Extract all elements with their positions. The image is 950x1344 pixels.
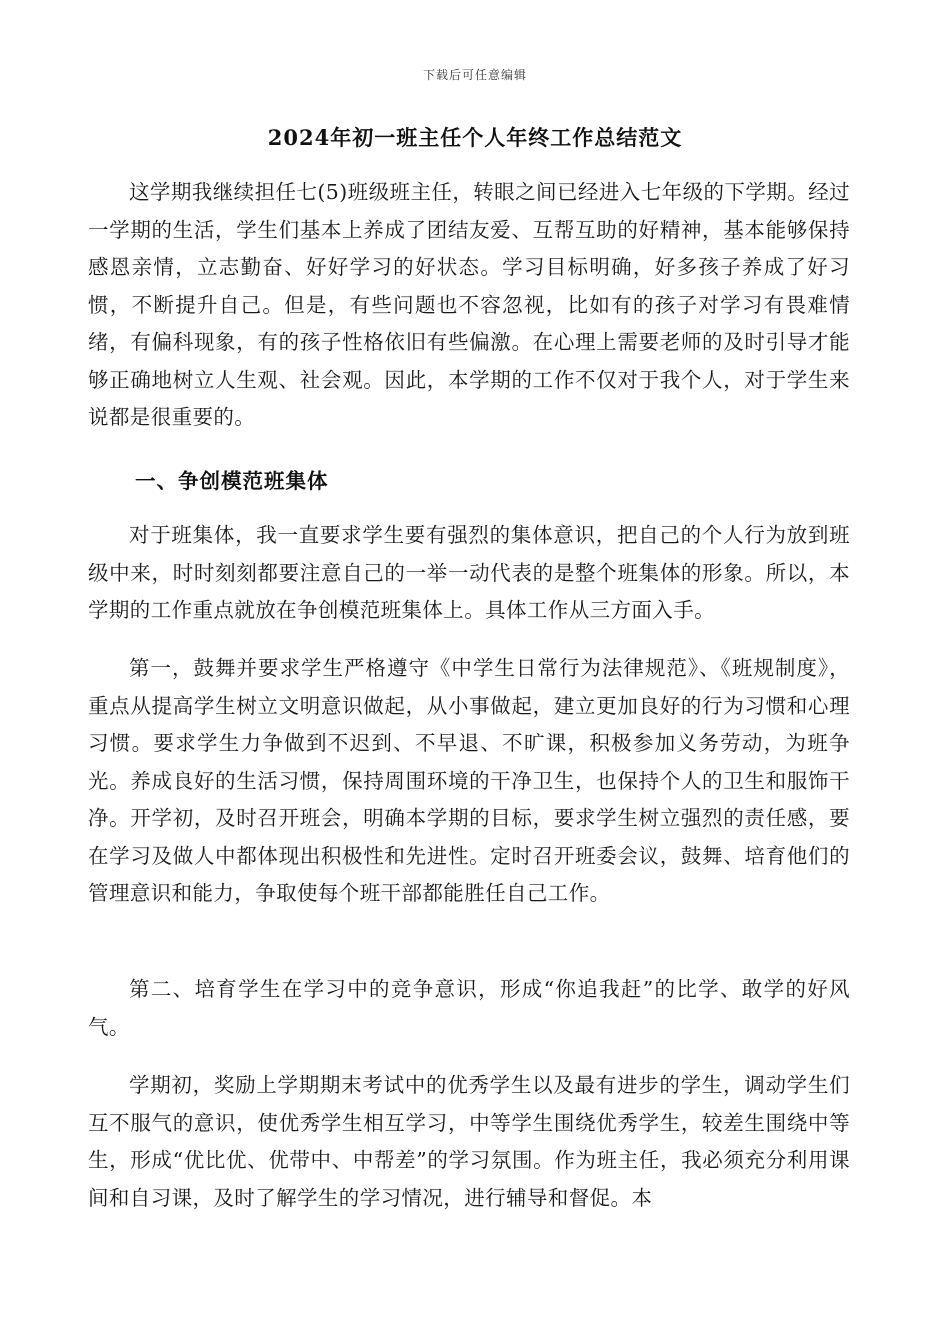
- paragraph-second-point: 第二、培育学生在学习中的竞争意识，形成“你追我赶”的比学、敢学的好风气。: [88, 977, 850, 1039]
- paragraph-intro: 这学期我继续担任七(5)班级班主任，转眼之间已经进入七年级的下学期。经过一学期的生活，学生们基本上养成了团结友爱、互帮互助的好精神，基本能够保持感恩亲情，立志勤奋、好好学习的好状态。学习目标明确，好多孩子养成了好习惯，不断提升自己。但是，有些问题也不容忽视，比如有的孩子对学习有畏难情绪，有偏科现象，有的孩子性格依旧有些偏激。在心理上需要老师的及时引导才能够正确地树立人生观、社会观。因此，本学期的工作不仅对于我个人，对于学生来说都是很重要的。: [88, 180, 850, 429]
- paragraph-semester-start: 学期初，奖励上学期期末考试中的优秀学生以及最有进步的学生，调动学生们互不服气的意识，使优秀学生相互学习，中等学生围绕优秀学生，较差生围绕中等生，形成“优比优、优带中、中帮差”的学习氛围。作为班主任，我必须充分利用课间和自习课，及时了解学生的学习情况，进行辅导和督促。本: [88, 1073, 850, 1210]
- paragraph-collective: 对于班集体，我一直要求学生要有强烈的集体意识，把自己的个人行为放到班级中来，时时刻刻都要注意自己的一举一动代表的是整个班集体的形象。所以，本学期的工作重点就放在争创模范班集体上。具体工作从三方面入手。: [88, 523, 850, 622]
- section-heading: 一、争创模范班集体: [135, 469, 329, 493]
- header-note: 下载后可任意编辑: [422, 68, 527, 82]
- paragraph-first-point: 第一，鼓舞并要求学生严格遵守《中学生日常行为法律规范》、《班规制度》，重点从提高学生树立文明意识做起，从小事做起，建立更加良好的行为习惯和心理习惯。要求学生力争做到不迟到、不早退、不旷课，积极参加义务劳动，为班争光。养成良好的生活习惯，保持周围环境的干净卫生，也保持个人的卫生和服饰干净。开学初，及时召开班会，明确本学期的目标，要求学生树立强烈的责任感，要在学习及做人中都体现出积极性和先进性。定时召开班委会议，鼓舞、培育他们的管理意识和能力，争取使每个班干部都能胜任自己工作。: [88, 656, 850, 905]
- document-title: 2024年初一班主任个人年终工作总结范文: [267, 125, 683, 150]
